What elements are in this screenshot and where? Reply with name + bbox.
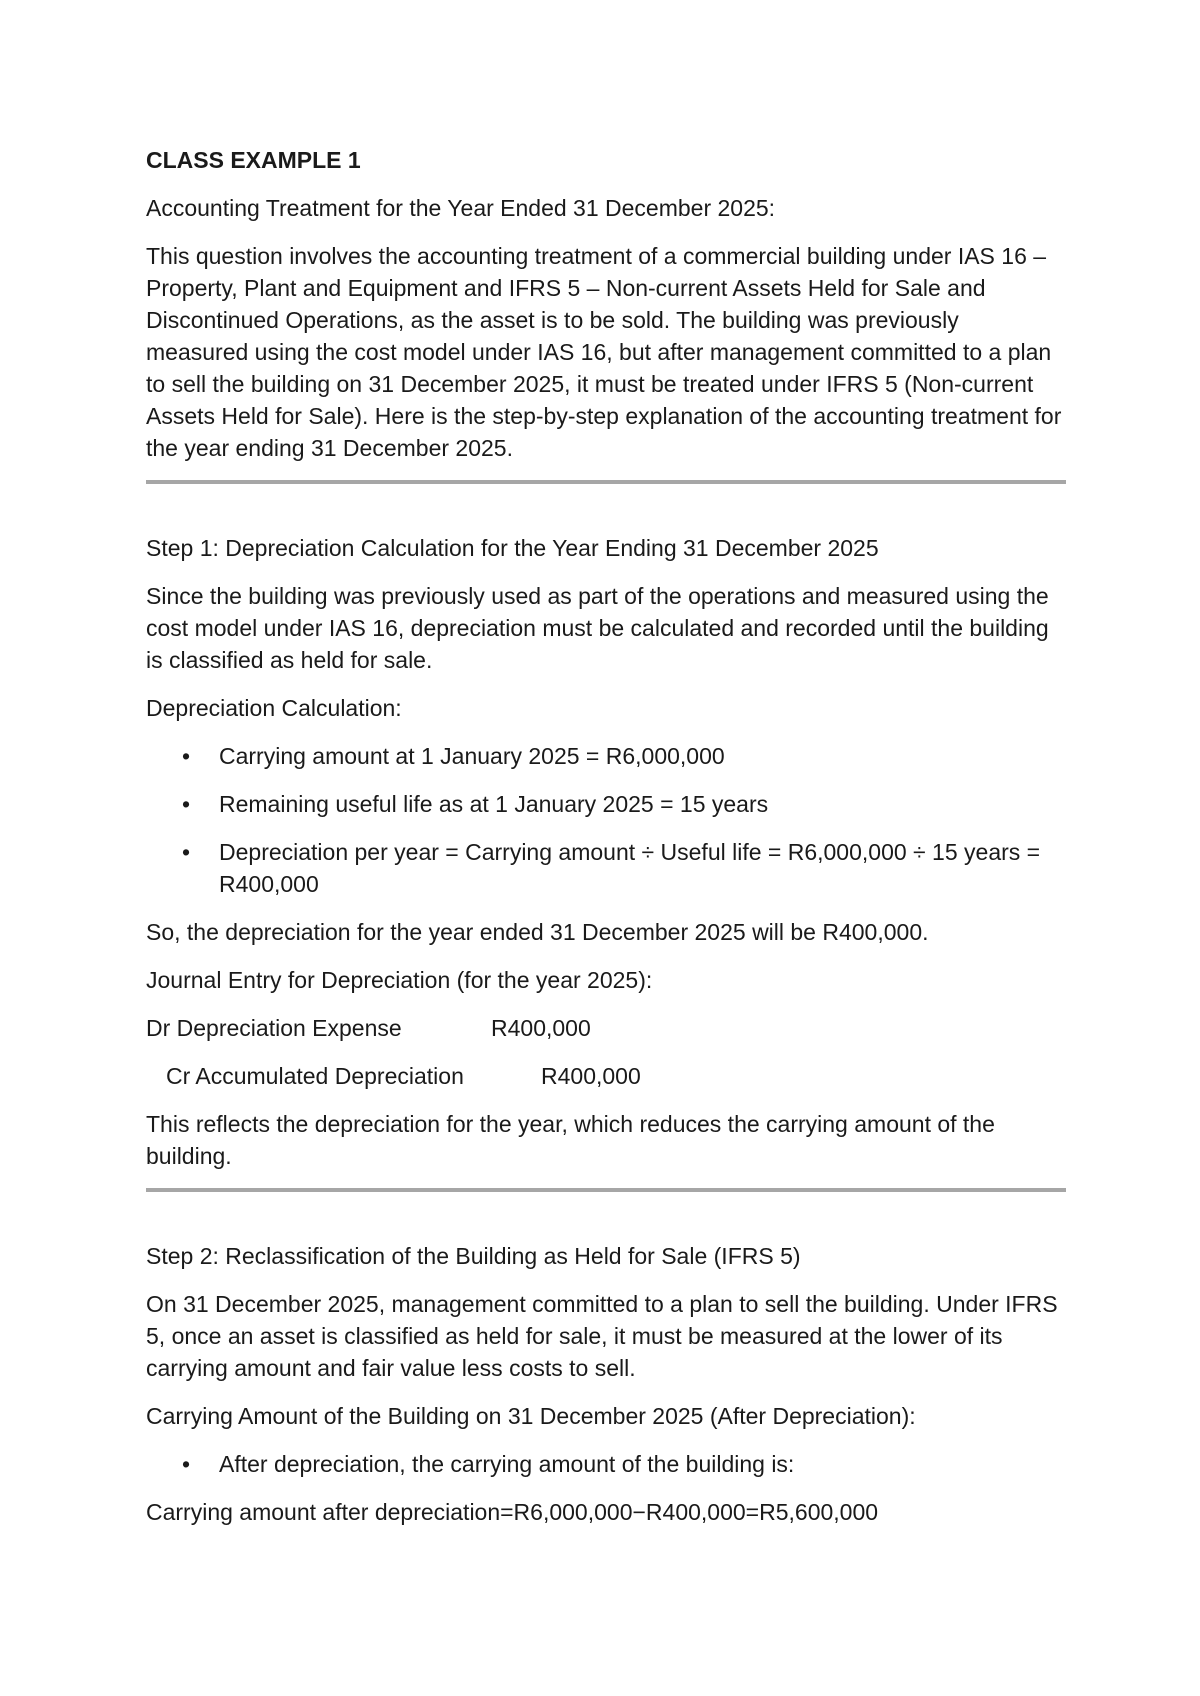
depreciation-reflection: This reflects the depreciation for the year, which reduces the carrying amount of the building. xyxy=(146,1111,995,1169)
step1-heading: Step 1: Depreciation Calculation for the Year Ending 31 December 2025 xyxy=(146,535,879,561)
bullet-icon: • xyxy=(182,1451,191,1477)
journal-credit-line xyxy=(146,1060,1066,1092)
journal-entry-label: Journal Entry for Depreciation (for the year 2025): xyxy=(146,967,653,993)
list-item xyxy=(146,1448,1066,1480)
list-item-text: After depreciation, the carrying amount of the building is: xyxy=(219,1451,795,1477)
document-subtitle: Accounting Treatment for the Year Ended 31 December 2025: xyxy=(146,195,776,221)
carrying-amount-formula: Carrying amount after depreciation=R6,000,000−R400,000=R5,600,000 xyxy=(146,1499,879,1525)
intro-paragraph: This question involves the accounting treatment of a commercial building under IAS 16 – Property, Plant and Equipment and IFRS 5 – Non-current Assets Held for Sale and Discontinued Operations, as the asset is to be sold. The building was previously measured using the cost model under IAS 16, but after management committed to a plan to sell the building on 31 December 2025, it must be treated under IFRS 5 (Non-current Assets Held for Sale). Here is the step-by-step explanation of the accounting treatment for the year ending 31 December 2025. xyxy=(146,243,1062,461)
document-body xyxy=(146,144,1066,1544)
depreciation-bullet-list xyxy=(146,740,1066,900)
journal-account: Cr Accumulated Depreciation xyxy=(166,1063,464,1089)
bullet-icon: • xyxy=(182,839,191,865)
step2-paragraph: On 31 December 2025, management committed to a plan to sell the building. Under IFRS 5, once an asset is classified as held for sale, it must be measured at the lower of its carrying amount and fair value less costs to sell. xyxy=(146,1291,1058,1381)
journal-account: Dr Depreciation Expense xyxy=(146,1015,402,1041)
section-divider xyxy=(146,480,1066,484)
bullet-icon: • xyxy=(182,791,191,817)
list-item xyxy=(146,788,1066,820)
bullet-icon: • xyxy=(182,743,191,769)
section-divider xyxy=(146,1188,1066,1192)
step2-heading: Step 2: Reclassification of the Building as Held for Sale (IFRS 5) xyxy=(146,1243,801,1269)
list-item-text: Remaining useful life as at 1 January 2025 = 15 years xyxy=(219,791,769,817)
depreciation-conclusion: So, the depreciation for the year ended 31 December 2025 will be R400,000. xyxy=(146,919,929,945)
journal-amount: R400,000 xyxy=(491,1015,591,1041)
carrying-amount-label: Carrying Amount of the Building on 31 December 2025 (After Depreciation): xyxy=(146,1403,916,1429)
journal-amount: R400,000 xyxy=(541,1063,641,1089)
journal-debit-line xyxy=(146,1012,1066,1044)
carrying-bullet-list xyxy=(146,1448,1066,1480)
list-item xyxy=(146,740,1066,772)
list-item-text: Carrying amount at 1 January 2025 = R6,000,000 xyxy=(219,743,725,769)
depreciation-calc-label: Depreciation Calculation: xyxy=(146,695,402,721)
list-item-text: Depreciation per year = Carrying amount ÷ Useful life = R6,000,000 ÷ 15 years = R400,000 xyxy=(219,839,1041,897)
list-item xyxy=(146,836,1066,900)
step1-paragraph: Since the building was previously used as part of the operations and measured using the cost model under IAS 16, depreciation must be calculated and recorded until the building is classified as held for sale. xyxy=(146,583,1049,673)
document-title: CLASS EXAMPLE 1 xyxy=(146,147,361,173)
